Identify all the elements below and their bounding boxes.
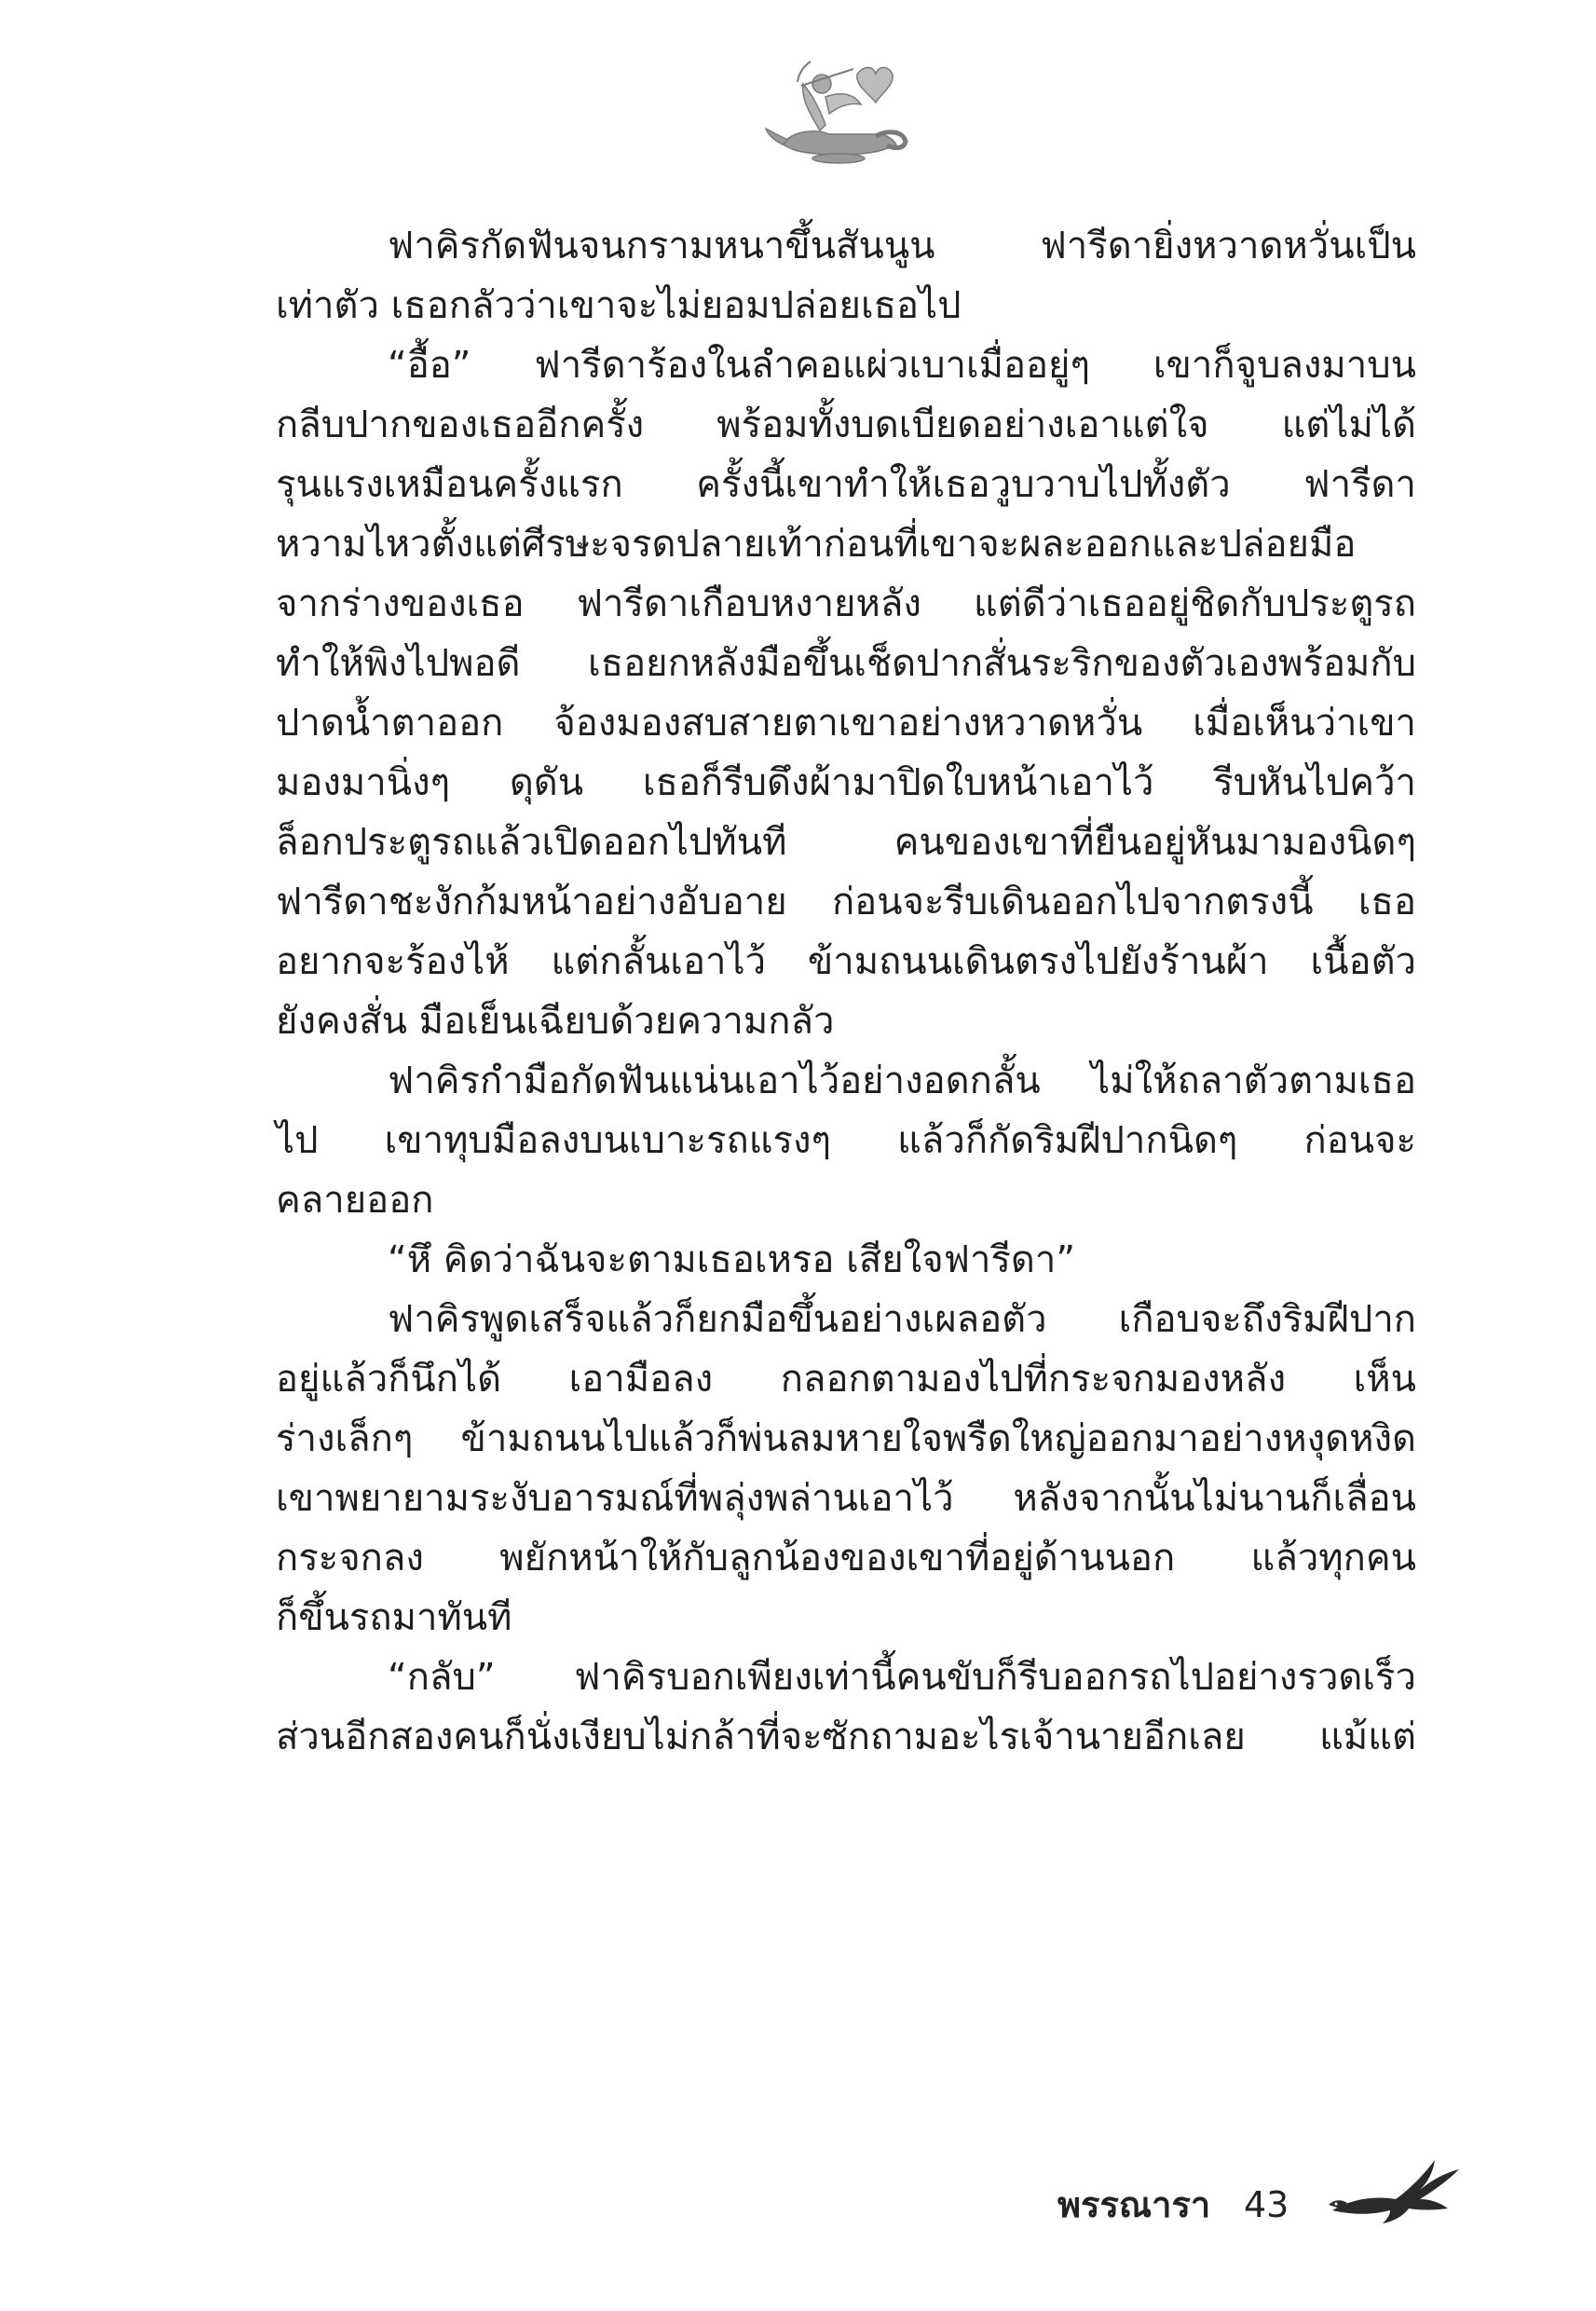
text-line: มองมานิ่งๆ ดุดัน เธอก็รีบดึงผ้ามาปิดใบหน้าเอาไว้ รีบหันไปคว้า	[276, 761, 1416, 804]
page-number: 43	[1244, 2184, 1289, 2225]
text-line: ล็อกประตูรถแล้วเปิดออกไปทันที คนของเขาที่ยืนอยู่หันมามองนิดๆ	[276, 821, 1416, 864]
text-line: ฟาคิรกัดฟันจนกรามหนาขึ้นสันนูน ฟารีดายิ่งหวาดหวั่นเป็น	[388, 225, 1416, 267]
text-line: เขาพยายามระงับอารมณ์ที่พลุ่งพล่านเอาไว้ หลังจากนั้นไม่นานก็เลื่อน	[276, 1477, 1416, 1520]
text-line: จากร่างของเธอ ฟารีดาเกือบหงายหลัง แต่ดีว่าเธออยู่ชิดกับประตูรถ	[276, 582, 1416, 625]
text-line: ร่างเล็กๆ ข้ามถนนไปแล้วก็พ่นลมหายใจพรืดใหญ่ออกมาอย่างหงุดหงิด	[276, 1417, 1416, 1460]
text-line: ฟาคิรพูดเสร็จแล้วก็ยกมือขึ้นอย่างเผลอตัว เกือบจะถึงริมฝีปาก	[388, 1298, 1416, 1341]
text-line: “กลับ” ฟาคิรบอกเพียงเท่านี้คนขับก็รีบออกรถไปอย่างรวดเร็ว	[388, 1656, 1416, 1699]
text-line: ฟารีดาชะงักก้มหน้าอย่างอับอาย ก่อนจะรีบเดินออกไปจากตรงนี้ เธอ	[276, 881, 1416, 923]
text-line: กลีบปากของเธออีกครั้ง พร้อมทั้งบดเบียดอย่างเอาแต่ใจ แต่ไม่ได้	[276, 403, 1416, 446]
text-line: ทำให้พิงไปพอดี เธอยกหลังมือขึ้นเช็ดปากสั่นระริกของตัวเองพร้อมกับ	[276, 642, 1416, 685]
text-line: ส่วนอีกสองคนก็นั่งเงียบไม่กล้าที่จะซักถามอะไรเจ้านายอีกเลย แม้แต่	[276, 1716, 1416, 1758]
text-line: “อื้อ” ฟารีดาร้องในลำคอแผ่วเบาเมื่ออยู่ๆ เขาก็จูบลงมาบน	[388, 344, 1416, 387]
text-line: เท่าตัว เธอกลัวว่าเขาจะไม่ยอมปล่อยเธอไป	[276, 284, 962, 327]
text-line: อยู่แล้วก็นึกได้ เอามือลง กลอกตามองไปที่กระจกมองหลัง เห็น	[276, 1358, 1416, 1401]
text-line: ไป เขาทุบมือลงบนเบาะรถแรงๆ แล้วก็กัดริมฝีปากนิดๆ ก่อนจะ	[276, 1119, 1416, 1162]
cupid-lamp-ornament-icon	[764, 56, 913, 168]
text-line: “หึ คิดว่าฉันจะตามเธอเหรอ เสียใจฟารีดา”	[388, 1238, 1076, 1281]
eagle-icon	[1323, 2153, 1463, 2236]
text-line: ยังคงสั่น มือเย็นเฉียบด้วยความกลัว	[276, 1000, 835, 1043]
text-line: รุนแรงเหมือนครั้งแรก ครั้งนี้เขาทำให้เธอวูบวาบไปทั้งตัว ฟารีดา	[276, 463, 1416, 506]
book-title: พรรณารา	[1057, 2184, 1211, 2225]
text-line: ก็ขึ้นรถมาทันที	[276, 1596, 512, 1639]
text-line: อยากจะร้องไห้ แต่กลั้นเอาไว้ ข้ามถนนเดินตรงไปยังร้านผ้า เนื้อตัว	[276, 940, 1416, 983]
body-text	[276, 216, 1416, 1767]
text-line: หวามไหวตั้งแต่ศีรษะจรดปลายเท้าก่อนที่เขาจะผละออกและปล่อยมือ	[276, 523, 1357, 566]
text-line: ฟาคิรกำมือกัดฟันแน่นเอาไว้อย่างอดกลั้น ไม่ให้ถลาตัวตามเธอ	[388, 1060, 1416, 1102]
text-line: กระจกลง พยักหน้าให้กับลูกน้องของเขาที่อยู่ด้านนอก แล้วทุกคน	[276, 1537, 1416, 1579]
text-line: ปาดน้ำตาออก จ้องมองสบสายตาเขาอย่างหวาดหวั่น เมื่อเห็นว่าเขา	[276, 702, 1416, 745]
text-line: คลายออก	[276, 1179, 434, 1222]
